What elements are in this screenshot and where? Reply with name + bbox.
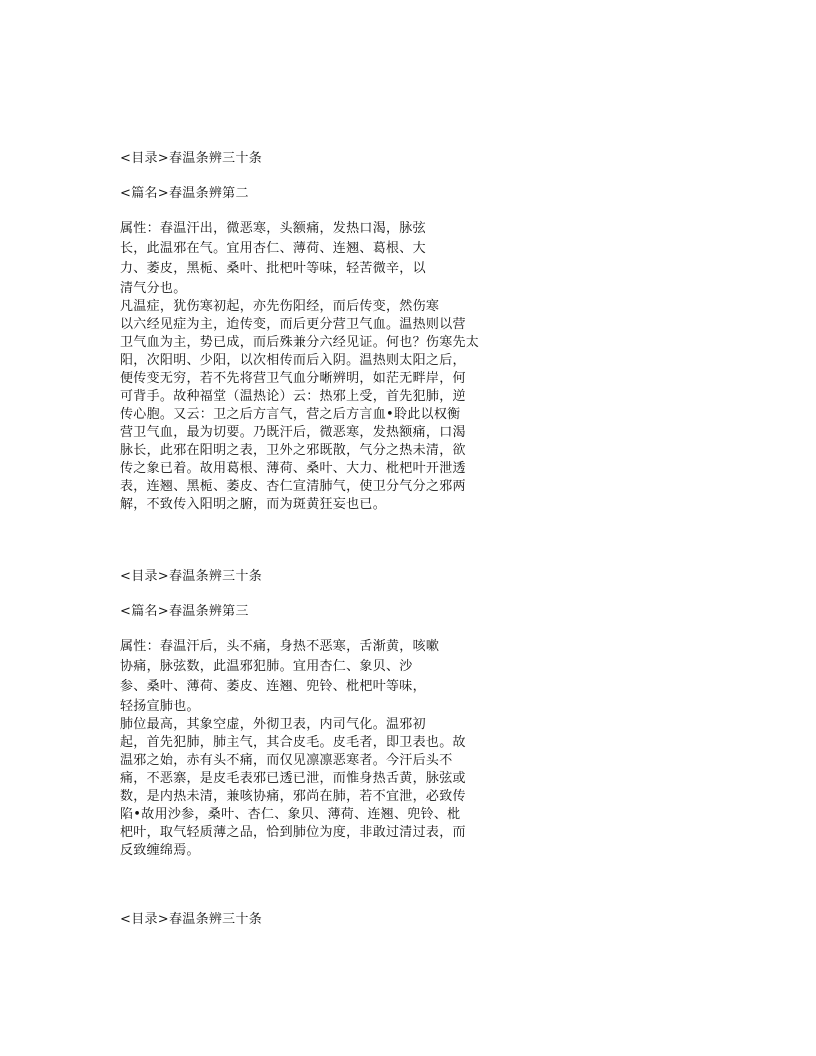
- body-line: 便传变无穷，若不先将营卫气血分晰辨明，如茫无畔岸，何: [120, 371, 466, 386]
- body-line: 可背手。故种福堂（温热论）云：热邪上受，首先犯肺，逆: [120, 389, 466, 404]
- body-line: 传心胞。又云：卫之后方言气，营之后方言血•聆此以权衡: [120, 407, 461, 422]
- chapter-title: <篇名>春温条辨第三: [120, 604, 249, 619]
- attribute-line: 协痛，脉弦数，此温邪犯肺。宜用杏仁、象贝、沙: [120, 659, 413, 674]
- attribute-line: 参、桑叶、薄荷、萎皮、连翘、兜铃、枇杷叶等味，: [120, 679, 426, 694]
- catalog-heading: <目录>春温条辨三十条: [120, 569, 263, 584]
- body-line: 温邪之始，赤有头不痛，而仅见凛凛恶寒者。今汗后头不: [120, 753, 453, 768]
- attribute-line: 力、萎皮，黑栀、桑叶、批杷叶等味，轻苦微辛，以: [120, 261, 426, 276]
- body-line: 起，首先犯肺，肺主气，其合皮毛。皮毛者，即卫表也。故: [120, 735, 466, 750]
- attribute-line: 属性：春温汗出，微恶寒，头额痛，发热口渴，脉弦: [120, 221, 426, 236]
- attribute-line: 长，此温邪在气。宜用杏仁、薄荷、连翘、葛根、大: [120, 241, 426, 256]
- body-line: 解，不致传入阳明之腑，而为斑黄狂妄也已。: [120, 497, 387, 512]
- attribute-line: 清气分也。: [120, 281, 187, 296]
- body-line: 杷叶，取气轻质薄之品，恰到肺位为度，非敢过清过表，而: [120, 825, 466, 840]
- body-line: 陷•故用沙参，桑叶、杏仁、象贝、薄荷、连翘、兜铃、枇: [120, 807, 461, 822]
- body-line: 凡温症，犹伤寒初起，亦先伤阳经，而后传变，然伤寒: [120, 299, 440, 314]
- body-line: 反致缠绵焉。: [120, 843, 200, 858]
- chapter-title: <篇名>春温条辨第二: [120, 186, 249, 201]
- body-line: 传之象已着。故用葛根、薄荷、桑叶、大力、枇杷叶开泄透: [120, 461, 466, 476]
- catalog-heading: <目录>春温条辨三十条: [120, 151, 263, 166]
- catalog-heading: <目录>春温条辨三十条: [120, 912, 263, 927]
- body-line: 数，是内热未清，兼咳协痛，邪尚在肺，若不宜泄，必致传: [120, 789, 466, 804]
- body-line: 营卫气血，最为切要。乃既汗后，微恶寒，发热额痛，口渴: [120, 425, 466, 440]
- body-line: 痛，不恶寨，是皮毛表邪已透已泄，而惟身热舌黄，脉弦或: [120, 771, 466, 786]
- body-line: 卫气血为主，势已成，而后殊兼分六经见证。何也？伤寒先太: [120, 335, 480, 350]
- body-line: 阳，次阳明、少阳，以次相传而后入阴。温热则太阳之后，: [120, 353, 466, 368]
- body-line: 以六经见症为主，迨传变，而后更分营卫气血。温热则以营: [120, 317, 466, 332]
- body-line: 脉长，此邪在阳明之表，卫外之邪既散，气分之热未清，欲: [120, 443, 466, 458]
- body-line: 肺位最高，其象空虚，外彻卫表，内司气化。温邪初: [120, 717, 426, 732]
- attribute-line: 属性：春温汗后，头不痛，身热不恶寒，舌渐黄，咳嗽: [120, 639, 440, 654]
- attribute-line: 轻扬宣肺也。: [120, 699, 200, 714]
- body-line: 表，连翘、黑栀、萎皮、杏仁宣清肺气，使卫分气分之邪两: [120, 479, 466, 494]
